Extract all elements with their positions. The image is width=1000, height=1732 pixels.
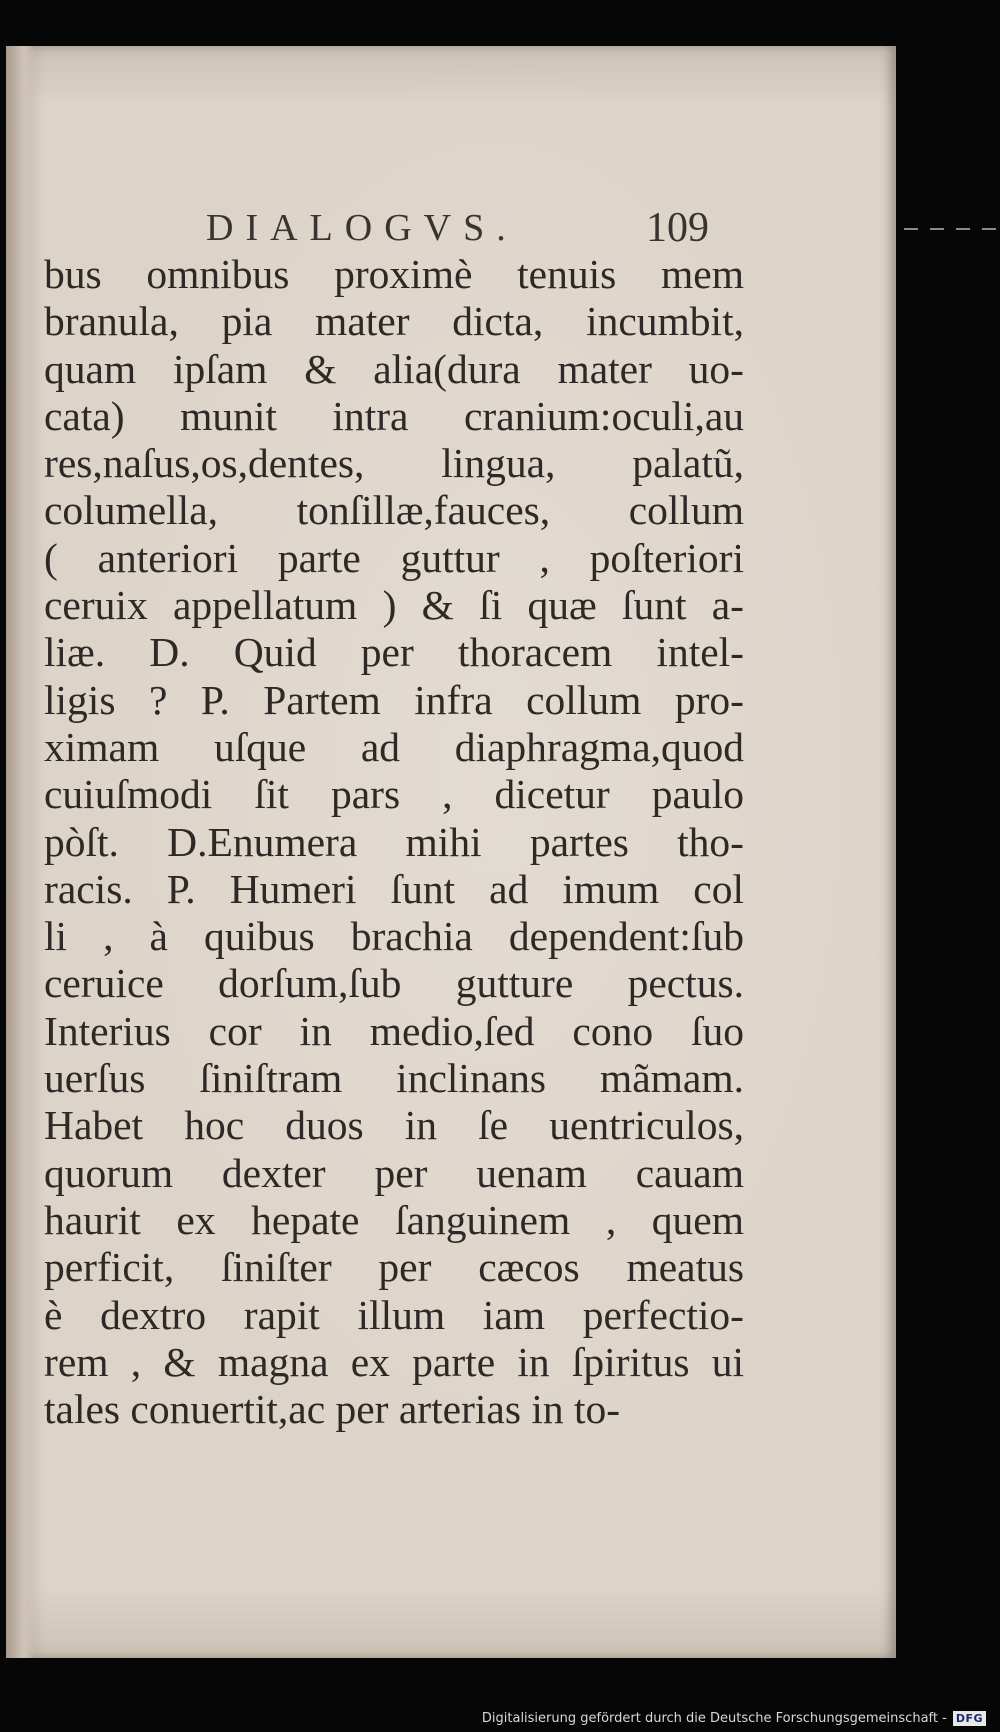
text-line: ceruix appellatum ) & ſi quæ ſunt a- [44, 582, 744, 629]
text-line: cuiuſmodi ſit pars , dicetur paulo [44, 771, 744, 818]
text-line: tales conuertit,ac per arterias in to- [44, 1386, 621, 1433]
margin-tick [956, 228, 970, 230]
margin-tick [982, 228, 996, 230]
dfg-logo: DFG [953, 1711, 986, 1726]
text-line: columella, tonſillæ,fauces, collum [44, 487, 744, 534]
text-line: res,naſus,os,dentes, lingua, palatũ, [44, 440, 744, 487]
text-line: rem , & magna ex parte in ſpiritus ui [44, 1338, 744, 1385]
credit-text: Digitalisierung gefördert durch die Deutsche Forschungsgemeinschaft - [481, 1710, 947, 1726]
running-head: DIALOGVS. [206, 207, 518, 249]
text-line: ximam uſque ad diaphragma,quod [44, 723, 744, 770]
text-line: cata) munit intra cranium:oculi,au [44, 392, 744, 439]
text-line: Interius cor in medio,ſed cono ſuo [44, 1007, 744, 1054]
text-line: racis. P. Humeri ſunt ad imum col [44, 865, 744, 912]
text-line: branula, pia mater dicta, incumbit, [44, 298, 744, 345]
text-line: liæ. D. Quid per thoracem intel- [44, 629, 744, 676]
page-number: 109 [646, 205, 709, 251]
text-line: ceruice dorſum,ſub gutture pectus. [44, 960, 744, 1007]
text-line: Habet hoc duos in ſe uentriculos, [44, 1102, 744, 1149]
text-line: bus omnibus proximè tenuis mem [44, 251, 744, 297]
page-gutter [6, 46, 36, 1658]
text-line: haurit ex hepate ſanguinem , quem [44, 1196, 744, 1243]
text-line: perficit, ſiniſter per cæcos meatus [44, 1244, 744, 1291]
margin-tick [930, 228, 944, 230]
body-text [44, 251, 744, 1433]
book-page [6, 46, 896, 1658]
text-line: ligis ? P. Partem infra collum pro- [44, 676, 744, 723]
text-line: li , à quibus brachia dependent:ſub [44, 913, 744, 960]
text-line: uerſus ſiniſtram inclinans mãmam. [44, 1055, 744, 1102]
text-line: quam ipſam & alia(dura mater uo- [44, 345, 744, 392]
text-line: pòſt. D.Enumera mihi partes tho- [44, 818, 744, 865]
text-line: ( anteriori parte guttur , poſteriori [44, 534, 744, 581]
text-line: quorum dexter per uenam cauam [44, 1149, 744, 1196]
digitization-credit [482, 1707, 986, 1729]
margin-tick [904, 228, 918, 230]
text-line: è dextro rapit illum iam perfectio- [44, 1291, 744, 1338]
